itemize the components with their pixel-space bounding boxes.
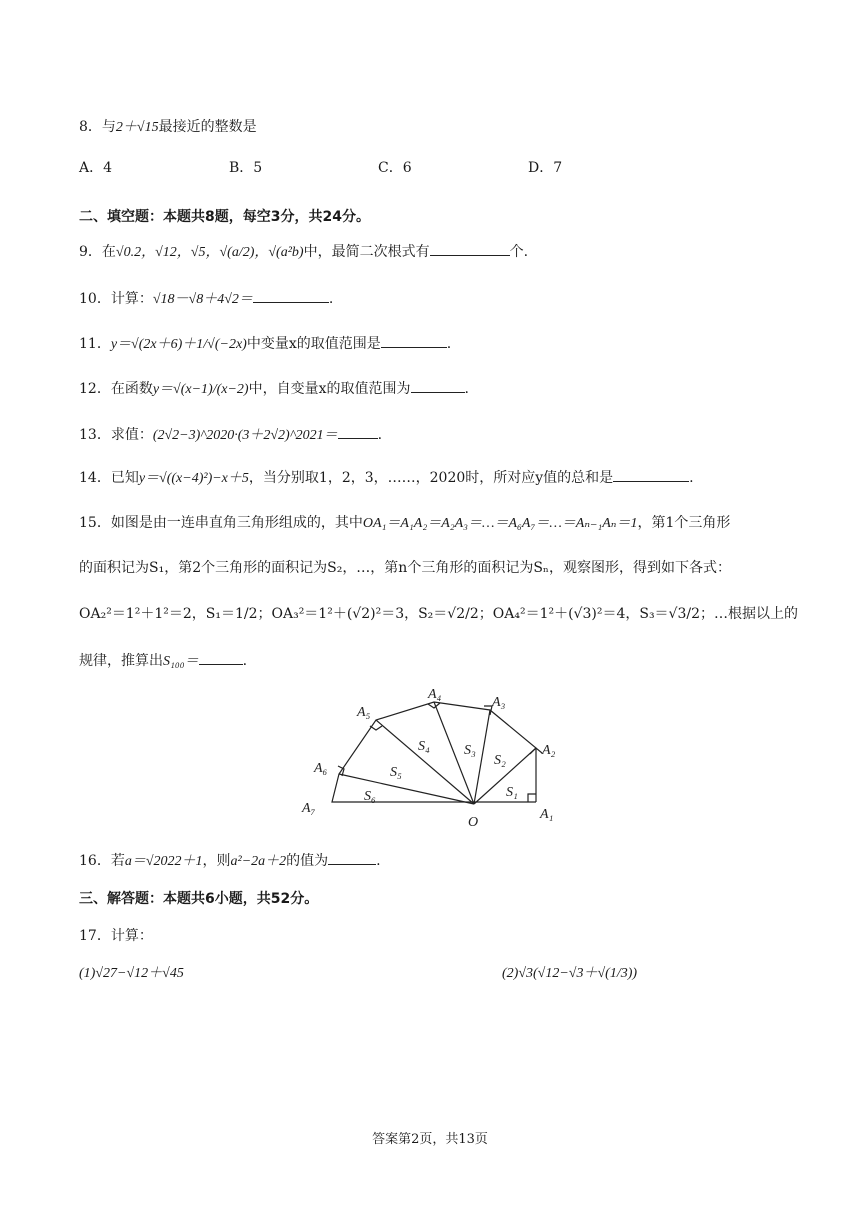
q8-prefix: 8．与	[79, 119, 116, 135]
q11-expr: y＝√(2x＋6)＋1/√(−2x)	[110, 337, 247, 352]
q13-end: .	[377, 427, 383, 443]
q8-choice-b: B．5	[229, 160, 263, 176]
ray-oa5	[376, 720, 474, 804]
q16-expr: a＝√2022＋1	[124, 854, 203, 869]
q9-list: √0.2，√12，√5，√(a/2)，√(a²b)	[115, 245, 304, 260]
label-a2: A₂	[542, 743, 556, 758]
q13-prefix: 13．求值：	[79, 427, 153, 443]
q15-line-3: OA₂²＝1²＋1²＝2，S₁＝1/2；OA₃²＝1²＋(√2)²＝3，S₂＝√2/2；OA₄²＝1²＋(√3)²＝4，S₃＝√3/2；…根据以上的	[79, 606, 799, 622]
q9-suffix: 中，最简二次根式有	[303, 244, 430, 260]
label-a4: A₄	[428, 687, 442, 702]
q9-end: 个.	[509, 244, 529, 260]
q16	[79, 850, 381, 872]
q12	[79, 378, 469, 400]
q9	[79, 241, 528, 263]
q12-suffix: 中，自变量x的取值范围为	[248, 381, 411, 397]
q15-blank[interactable]	[199, 650, 243, 665]
right-angle-a5	[370, 726, 382, 730]
page-footer: 答案第2页，共13页	[372, 1132, 488, 1147]
q17-part-1: (1)√27−√12＋√45	[79, 966, 184, 981]
q10-expr: √18－√8＋4√2＝	[152, 292, 253, 307]
q14-suffix: ，当分别取1，2，3，……，2020时，所对应y值的总和是	[248, 470, 614, 486]
q15-line1-prefix: 15．如图是由一连串直角三角形组成的，其中	[79, 515, 363, 531]
q15-line1-suffix: ，第1个三角形	[637, 515, 731, 531]
label-a7: A₇	[302, 801, 316, 816]
q15-line4-expr: S₁₀₀＝	[163, 654, 199, 669]
ray-oa6	[339, 774, 474, 804]
q12-expr: y＝√(x−1)/(x−2)	[152, 382, 249, 397]
q10-blank[interactable]	[253, 288, 329, 303]
label-a6: A₆	[314, 761, 328, 776]
q8-stem	[79, 117, 257, 138]
label-s5: S₅	[390, 765, 402, 780]
q13	[79, 424, 382, 446]
q11-blank[interactable]	[381, 333, 447, 348]
q8-choice-a: A．4	[79, 160, 113, 176]
right-angle-a3	[484, 706, 492, 715]
q8-expr: 2＋√15	[115, 120, 159, 135]
q13-expr: (2√2−3)^2020·(3＋2√2)^2021＝	[152, 428, 338, 443]
q17-stem: 17．计算：	[79, 928, 153, 944]
q16-mid: ，则	[202, 853, 231, 869]
label-a1: A₁	[540, 807, 554, 822]
q8-choice-d: D．7	[528, 160, 563, 176]
q14-blank[interactable]	[613, 467, 689, 482]
q11-suffix: 中变量x的取值范围是	[246, 336, 381, 352]
q16-end: .	[376, 853, 381, 869]
q16-expr2: a²−2a＋2	[230, 854, 287, 869]
q9-prefix: 9．在	[79, 244, 116, 260]
q12-end: .	[464, 381, 469, 397]
q11-end: .	[446, 336, 452, 352]
q15-line-1	[79, 513, 730, 534]
ray-oa3	[474, 710, 490, 804]
q14-end: .	[689, 470, 694, 486]
q16-blank[interactable]	[328, 850, 376, 865]
q14-expr: y＝√((x−4)²)−x＋5	[138, 471, 249, 486]
q15-line-2: 的面积记为S₁，第2个三角形的面积记为S₂，…，第n个三角形的面积记为Sₙ，观察图形，得到如下各式：	[79, 560, 731, 576]
q13-blank[interactable]	[338, 424, 378, 439]
q16-suffix: 的值为	[286, 853, 329, 869]
q14-prefix: 14．已知	[79, 470, 139, 486]
q15-line4-prefix: 规律，推算出	[79, 653, 163, 669]
q10-end: .	[328, 291, 334, 307]
q12-blank[interactable]	[411, 378, 465, 393]
q11-prefix: 11．	[79, 336, 111, 352]
label-a3: A₃	[492, 695, 506, 710]
q15-line-4	[79, 650, 247, 672]
section-3-title: 三、解答题：本题共6小题，共52分。	[79, 891, 319, 907]
label-o: O	[468, 815, 479, 830]
q15-line4-end: .	[242, 653, 248, 669]
label-s3: S₃	[464, 743, 476, 758]
label-s2: S₂	[494, 753, 506, 768]
q10	[79, 288, 333, 310]
q11	[79, 333, 451, 355]
q12-prefix: 12．在函数	[79, 381, 153, 397]
q8-choice-c: C．6	[378, 160, 412, 176]
q8-suffix: 最接近的整数是	[158, 119, 257, 135]
right-angle-a1	[528, 794, 536, 802]
q9-blank[interactable]	[430, 241, 510, 256]
q17-part-2: (2)√3(√12−√3＋√(1/3))	[502, 966, 638, 981]
q16-prefix: 16．若	[79, 853, 125, 869]
spiral-triangle-figure	[294, 684, 594, 834]
label-s6: S₆	[364, 789, 376, 804]
label-a5: A₅	[357, 705, 371, 720]
label-s1: S₁	[506, 785, 518, 800]
q15-line1-expr: OA₁＝A₁A₂＝A₂A₃＝…＝A₆A₇＝…＝Aₙ₋₁Aₙ＝1	[362, 516, 638, 531]
section-2-title: 二、填空题：本题共8题，每空3分，共24分。	[79, 209, 370, 225]
q14	[79, 467, 694, 489]
q10-prefix: 10．计算：	[79, 291, 153, 307]
label-s4: S₄	[418, 739, 430, 754]
